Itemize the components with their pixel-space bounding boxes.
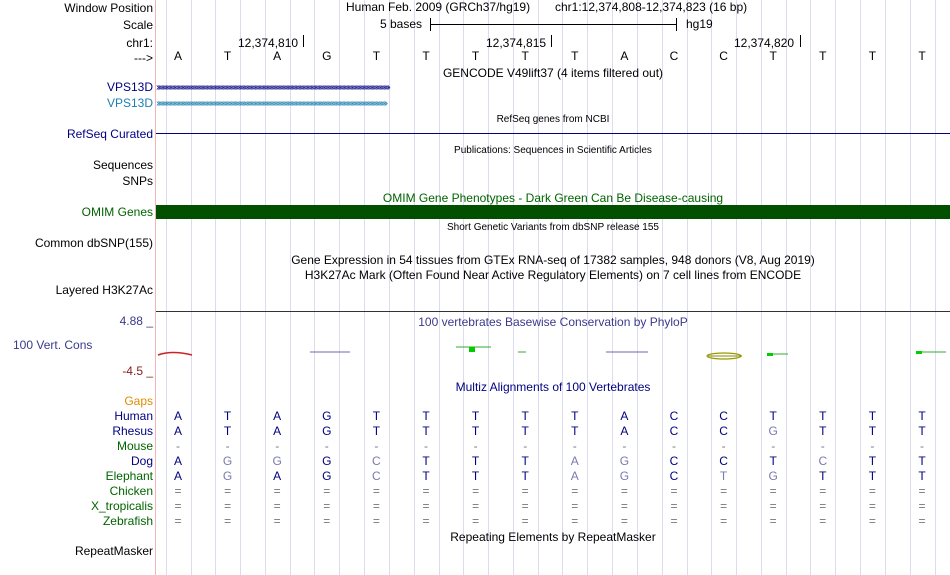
species-label-chicken[interactable]: Chicken xyxy=(109,484,153,498)
alignment-base: - xyxy=(374,439,379,453)
conservation-min-label: -4.5 _ xyxy=(122,364,153,378)
alignment-base: = xyxy=(323,484,331,498)
ruler-base: T xyxy=(918,49,926,63)
alignment-base: = xyxy=(323,514,331,528)
alignment-base: A xyxy=(273,409,282,423)
alignment-base: C xyxy=(669,454,679,468)
snps-label[interactable]: SNPs xyxy=(122,174,153,188)
dbsnp-track-title[interactable]: Short Genetic Variants from dbSNP release 155 xyxy=(447,222,659,233)
alignment-base: = xyxy=(571,484,579,498)
alignment-base: T xyxy=(719,469,728,483)
species-label-x_tropicalis[interactable]: X_tropicalis xyxy=(90,499,153,513)
scale-bar xyxy=(430,24,677,25)
alignment-base: = xyxy=(372,499,380,513)
alignment-base: = xyxy=(670,484,678,498)
coord-tick-3 xyxy=(800,35,801,47)
alignment-base: T xyxy=(521,409,529,423)
alignment-base: - xyxy=(523,439,528,453)
publications-track-title[interactable]: Publications: Sequences in Scientific Articles xyxy=(454,145,652,156)
alignment-base: G xyxy=(322,454,332,468)
coord-tick-2 xyxy=(551,35,552,47)
ruler-base: A xyxy=(173,49,182,63)
alignment-base: T xyxy=(223,409,232,423)
alignment-base: A xyxy=(173,469,182,483)
alignment-base: = xyxy=(620,514,628,528)
alignment-base: - xyxy=(771,439,776,453)
coord-2: 12,374,815 xyxy=(486,36,547,50)
alignment-base: G xyxy=(322,469,332,483)
alignment-base: T xyxy=(521,424,529,438)
alignment-base: = xyxy=(273,499,281,513)
vps13d-label-1[interactable]: VPS13D xyxy=(106,80,153,94)
sequences-label[interactable]: Sequences xyxy=(92,158,153,172)
alignment-base: T xyxy=(521,454,529,468)
omim-genes-label[interactable]: OMIM Genes xyxy=(81,205,153,219)
alignment-base: = xyxy=(422,499,430,513)
alignment-base: = xyxy=(472,499,480,513)
alignment-base: = xyxy=(868,484,876,498)
alignment-base: = xyxy=(224,499,232,513)
conservation-bar-2 xyxy=(767,353,773,356)
ruler-base: T xyxy=(819,49,827,63)
ruler-base: T xyxy=(769,49,777,63)
alignment-base: T xyxy=(372,424,381,438)
coord-tick-1 xyxy=(303,35,304,47)
alignment-base: C xyxy=(372,454,381,468)
ruler-base: T xyxy=(521,49,529,63)
alignment-base: - xyxy=(920,439,924,453)
alignment-base: C xyxy=(719,454,728,468)
alignment-base: G xyxy=(619,454,630,468)
alignment-base: C xyxy=(372,469,381,483)
alignment-base: C xyxy=(669,424,679,438)
alignment-base: A xyxy=(570,454,579,468)
multiz-track-title[interactable]: Multiz Alignments of 100 Vertebrates xyxy=(455,380,651,394)
species-label-mouse[interactable]: Mouse xyxy=(116,439,153,453)
alignment-base: T xyxy=(868,424,877,438)
alignment-base: T xyxy=(471,469,480,483)
alignment-base: = xyxy=(918,484,926,498)
alignment-base: G xyxy=(222,454,233,468)
alignment-base: = xyxy=(472,484,480,498)
alignment-base: T xyxy=(819,469,827,483)
alignment-base: - xyxy=(176,439,180,453)
conservation-graph[interactable] xyxy=(156,338,950,368)
alignment-base: T xyxy=(819,424,827,438)
alignment-base: = xyxy=(521,484,529,498)
alignment-base: = xyxy=(174,514,182,528)
conservation-track-title[interactable]: 100 vertebrates Basewise Conservation by PhyloP xyxy=(418,315,688,329)
alignment-base: A xyxy=(273,469,282,483)
alignment-base: = xyxy=(571,514,579,528)
alignment-base: = xyxy=(620,499,628,513)
alignment-base: G xyxy=(768,424,778,438)
alignment-base: G xyxy=(322,424,332,438)
alignment-base: = xyxy=(819,499,827,513)
alignment-base: A xyxy=(173,424,182,438)
alignment-base: = xyxy=(174,499,182,513)
alignment-base: = xyxy=(720,484,728,498)
alignment-base: A xyxy=(620,409,629,423)
alignment-base: T xyxy=(918,409,926,423)
alignment-base: - xyxy=(622,439,627,453)
alignment-base: - xyxy=(870,439,875,453)
conservation-bar-3 xyxy=(916,351,922,354)
alignment-base: A xyxy=(273,424,282,438)
db-text: hg19 xyxy=(686,17,713,31)
alignment-base: A xyxy=(570,469,579,483)
alignment-base: = xyxy=(670,514,678,528)
alignment-base: C xyxy=(719,424,728,438)
vps13d-gene-2[interactable]: ››››››››››››››››››››››››››››››››››››››››››››››››››››››››››››››››››››››››››››››››››››››››››››››››››››››››››››››››››››››››››››››››››››››››››››››››››››››››››››››››››››››››››››› xyxy=(156,99,387,109)
species-label-dog[interactable]: Dog xyxy=(130,454,153,468)
species-label-rhesus[interactable]: Rhesus xyxy=(112,424,153,438)
alignment-base: T xyxy=(471,424,480,438)
alignment-base: C xyxy=(719,409,728,423)
repeatmasker-track-title[interactable]: Repeating Elements by RepeatMasker xyxy=(450,530,656,544)
gtex-track-title[interactable]: Gene Expression in 54 tissues from GTEx RNA-seq of 17382 samples, 948 donors (V8, Aug 2019) xyxy=(291,253,815,267)
alignment-base: = xyxy=(769,514,777,528)
refseq-track-title[interactable]: RefSeq genes from NCBI xyxy=(496,114,610,125)
alignment-base: = xyxy=(670,499,678,513)
alignment-base: = xyxy=(372,484,380,498)
alignment-base: T xyxy=(918,424,926,438)
alignment-base: T xyxy=(769,454,777,468)
ruler-base: T xyxy=(868,49,877,63)
vps13d-label-2[interactable]: VPS13D xyxy=(106,96,153,110)
common-dbsnp-label[interactable]: Common dbSNP(155) xyxy=(34,236,153,250)
alignment-base: T xyxy=(471,409,480,423)
chr-label: chr1: xyxy=(126,36,153,50)
alignment-base: = xyxy=(224,484,232,498)
alignment-base: = xyxy=(918,499,926,513)
alignment-base: T xyxy=(471,454,480,468)
species-label-human[interactable]: Human xyxy=(114,409,153,423)
alignment-base: = xyxy=(224,514,232,528)
ruler-base: A xyxy=(620,49,629,63)
alignment-base: = xyxy=(422,484,430,498)
alignment-base: = xyxy=(472,514,480,528)
alignment-base: G xyxy=(322,409,332,423)
alignment-base: = xyxy=(720,499,728,513)
alignment-base: = xyxy=(918,514,926,528)
scale-label: Scale xyxy=(122,18,153,32)
repeatmasker-label[interactable]: RepeatMasker xyxy=(74,544,153,558)
ruler-base: C xyxy=(719,49,728,63)
alignment-base: = xyxy=(819,514,827,528)
alignment-base: - xyxy=(721,439,726,453)
alignment-base: = xyxy=(769,484,777,498)
alignment-base: A xyxy=(173,454,182,468)
alignment-base: = xyxy=(174,484,182,498)
ruler-base: T xyxy=(372,49,381,63)
alignment-base: = xyxy=(422,514,430,528)
alignment-base: - xyxy=(473,439,478,453)
alignment-base: T xyxy=(422,454,430,468)
ruler-base: T xyxy=(422,49,430,63)
alignment-base: T xyxy=(372,409,381,423)
ruler-base: T xyxy=(223,49,232,63)
alignment-base: = xyxy=(273,484,281,498)
gencode-track-title[interactable]: GENCODE V49lift37 (4 items filtered out) xyxy=(442,66,664,80)
alignment-base: = xyxy=(571,499,579,513)
alignment-base: = xyxy=(521,514,529,528)
alignment-base: A xyxy=(173,409,182,423)
alignment-base: G xyxy=(619,469,630,483)
alignment-base: T xyxy=(769,409,777,423)
alignment-base: - xyxy=(324,439,329,453)
alignment-base: T xyxy=(422,409,430,423)
layered-h3k27ac-label[interactable]: Layered H3K27Ac xyxy=(55,283,153,297)
alignment-base: C xyxy=(818,454,828,468)
alignment-base: = xyxy=(819,484,827,498)
assembly-title: Human Feb. 2009 (GRCh37/hg19) xyxy=(346,0,531,14)
h3k27ac-track-title[interactable]: H3K27Ac Mark (Often Found Near Active Regulatory Elements) on 7 cell lines from ENCODE xyxy=(304,268,802,282)
species-label-gaps[interactable]: Gaps xyxy=(124,394,153,408)
alignment-base: T xyxy=(918,454,926,468)
alignment-base: A xyxy=(620,424,629,438)
coord-3: 12,374,820 xyxy=(734,36,795,50)
conservation-bar-1 xyxy=(469,347,475,352)
alignment-base: = xyxy=(769,499,777,513)
alignment-base: C xyxy=(669,409,679,423)
alignment-base: T xyxy=(571,409,579,423)
alignment-base: - xyxy=(275,439,280,453)
alignment-base: = xyxy=(720,514,728,528)
alignment-base: - xyxy=(424,439,428,453)
strand-arrow-label: ---> xyxy=(134,51,153,65)
ruler-base: T xyxy=(571,49,579,63)
alignment-base: T xyxy=(422,424,430,438)
alignment-base: T xyxy=(571,424,579,438)
alignment-base: - xyxy=(572,439,577,453)
omim-track-title[interactable]: OMIM Gene Phenotypes - Dark Green Can Be Disease-causing xyxy=(382,191,724,205)
vps13d-gene-1[interactable]: ››››››››››››››››››››››››››››››››››››››››››››››››››››››››››››››››››››››››››››››››››››››››››››››››››››››››››››››››››››››››››››››››››››››››››››››››››››››››››››››››››››››››››››››› xyxy=(156,83,389,93)
alignment-base: = xyxy=(323,499,331,513)
alignment-base: - xyxy=(225,439,230,453)
alignment-base: G xyxy=(768,469,778,483)
alignment-base: T xyxy=(868,469,877,483)
alignment-base: = xyxy=(868,499,876,513)
alignment-base: G xyxy=(222,469,233,483)
refseq-gene-line[interactable] xyxy=(156,133,950,134)
conservation-negative-peak xyxy=(158,353,192,356)
alignment-base: = xyxy=(521,499,529,513)
alignment-base: = xyxy=(620,484,628,498)
omim-feature-bar[interactable] xyxy=(156,205,950,219)
ruler-base: C xyxy=(669,49,679,63)
position-text: chr1:12,374,808-12,374,823 (16 bp) xyxy=(555,0,748,14)
alignment-base: T xyxy=(422,469,430,483)
ruler-base: A xyxy=(273,49,282,63)
alignment-base: T xyxy=(918,469,926,483)
ruler-base: G xyxy=(322,49,332,63)
alignment-base: - xyxy=(820,439,825,453)
alignment-base: T xyxy=(521,469,529,483)
alignment-base: T xyxy=(223,424,232,438)
alignment-base: G xyxy=(272,454,282,468)
alignment-base: = xyxy=(372,514,380,528)
h3k27ac-baseline[interactable] xyxy=(156,311,950,312)
species-label-zebrafish[interactable]: Zebrafish xyxy=(102,514,153,528)
coord-1: 12,374,810 xyxy=(238,36,299,50)
alignment-base: T xyxy=(868,454,877,468)
alignment-base: = xyxy=(273,514,281,528)
conservation-max-label: 4.88 _ xyxy=(119,314,153,328)
ruler-base: T xyxy=(471,49,480,63)
species-label-elephant[interactable]: Elephant xyxy=(105,469,153,483)
window-position-label: Window Position xyxy=(64,1,153,15)
alignment-base: T xyxy=(819,409,827,423)
conservation-label[interactable]: 100 Vert. Cons xyxy=(13,338,93,352)
scale-text: 5 bases xyxy=(380,17,423,31)
refseq-curated-label[interactable]: RefSeq Curated xyxy=(66,127,153,141)
alignment-base: C xyxy=(669,469,679,483)
alignment-base: T xyxy=(868,409,877,423)
alignment-base: = xyxy=(868,514,876,528)
alignment-base: - xyxy=(672,439,676,453)
